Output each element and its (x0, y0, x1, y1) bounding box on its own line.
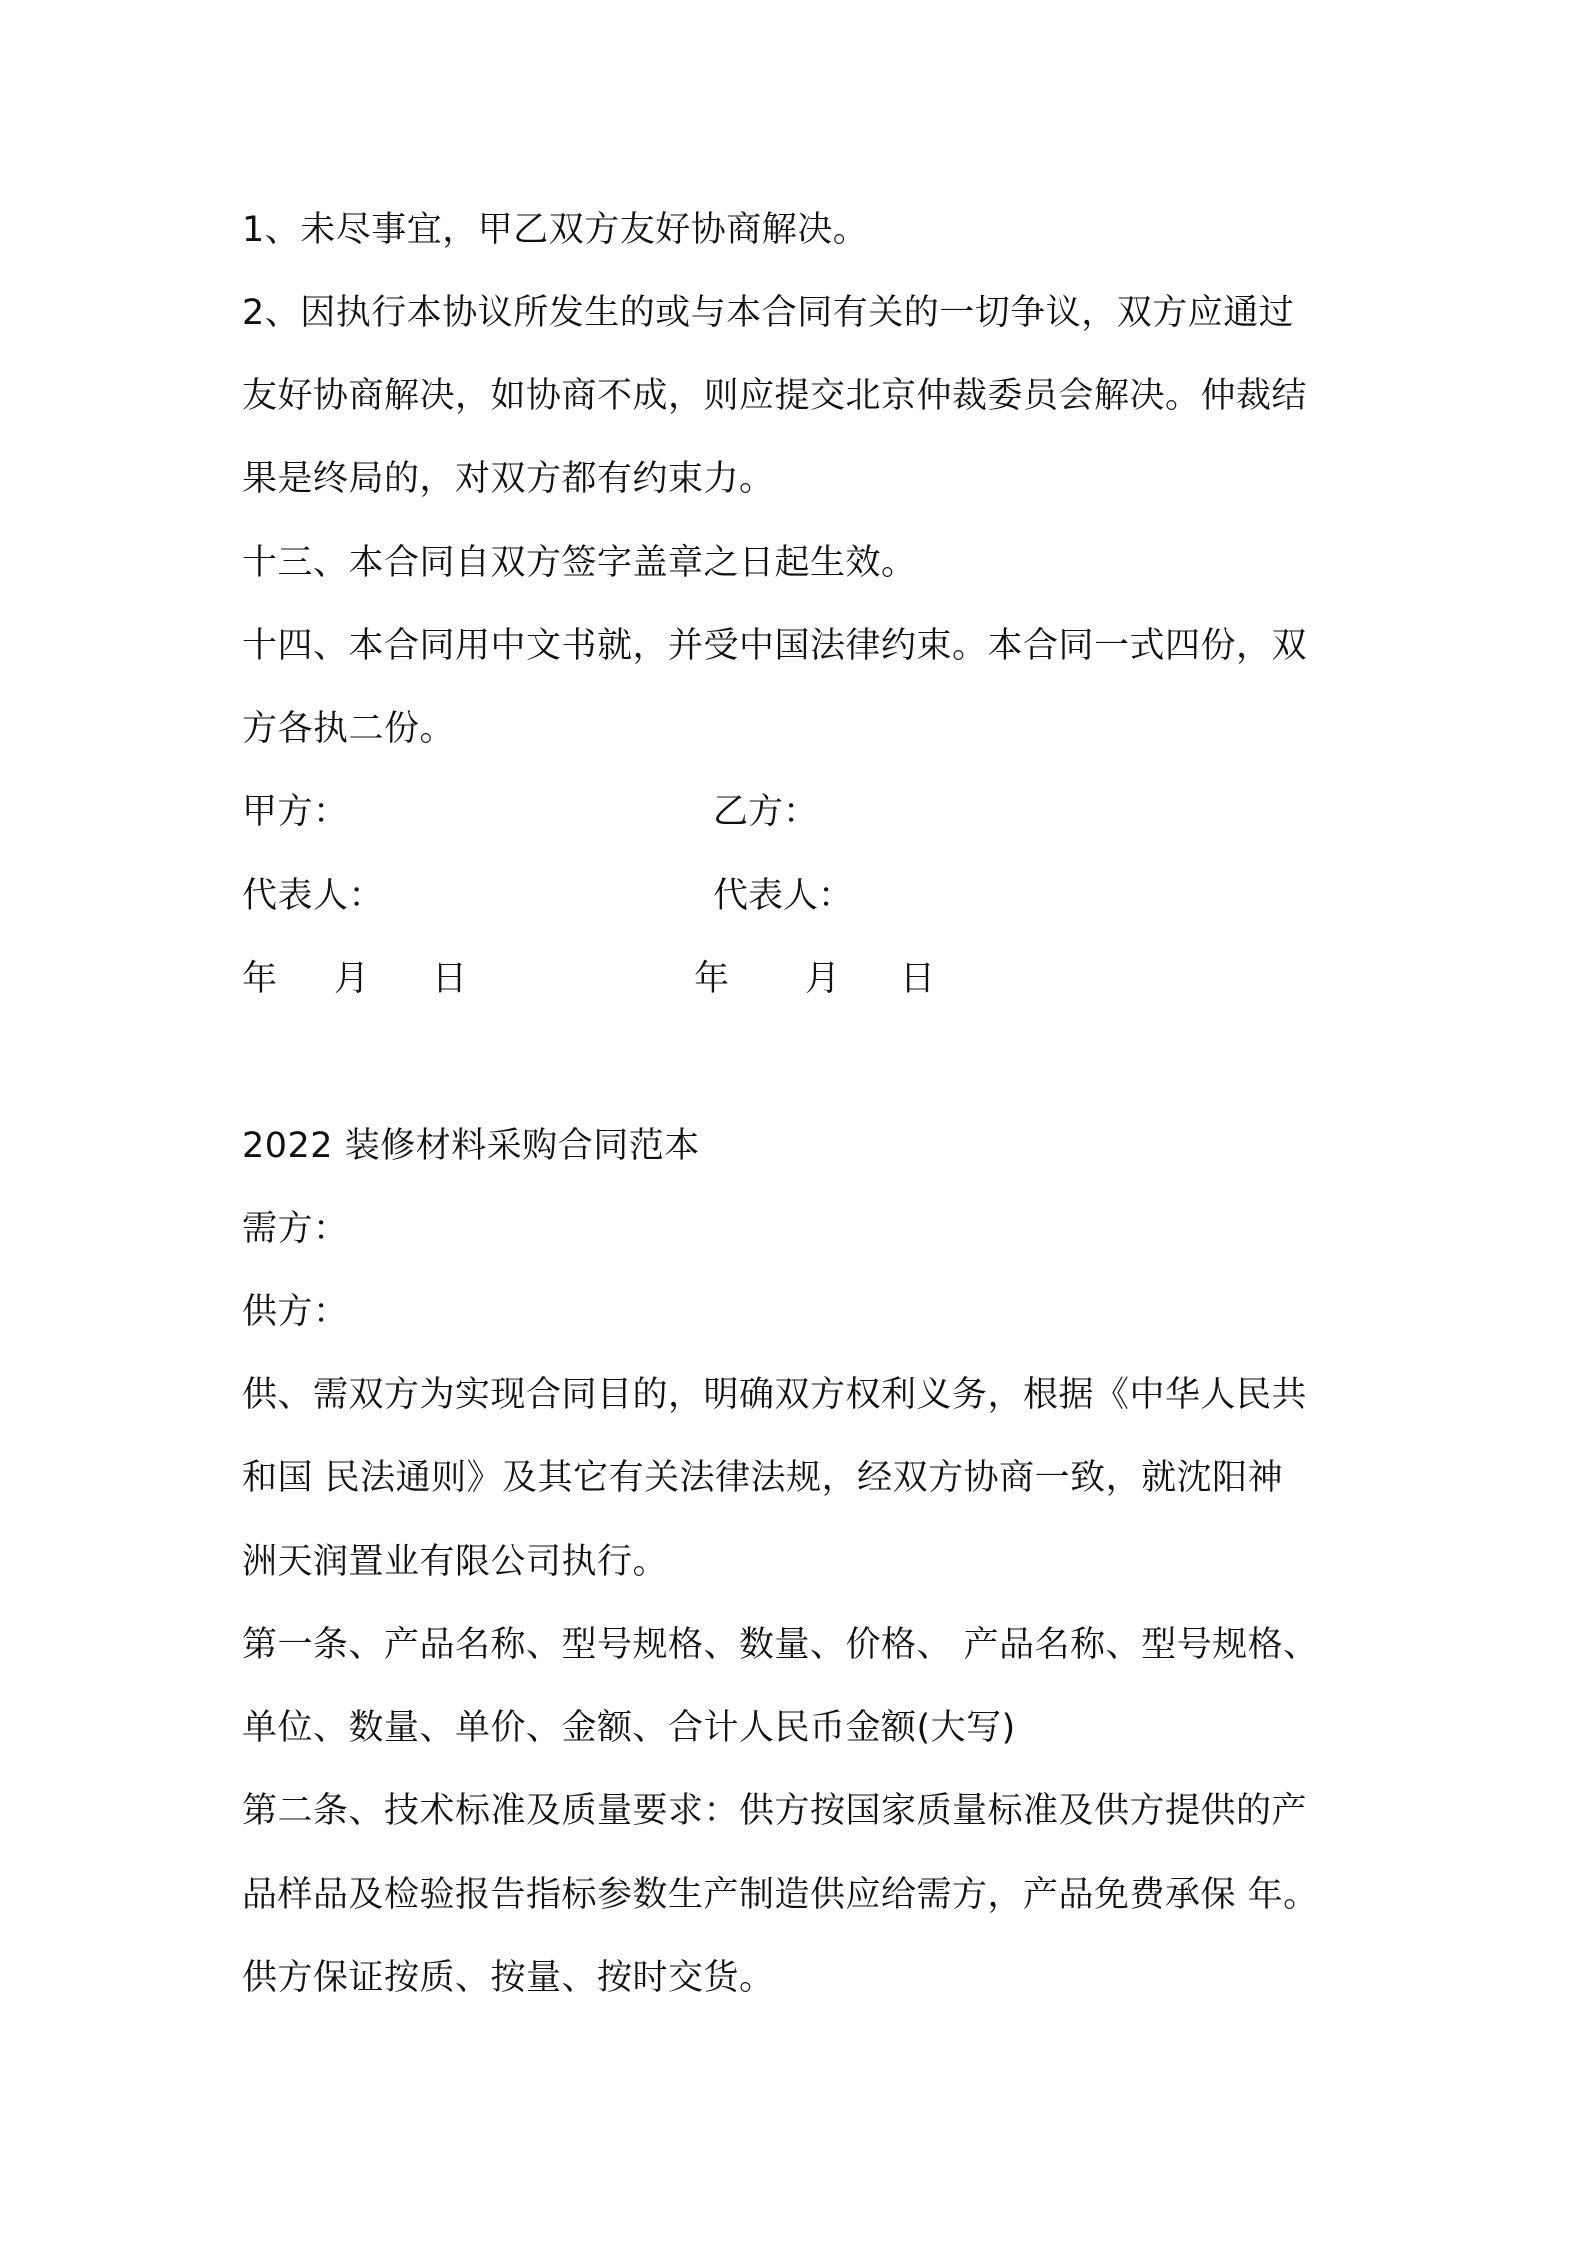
article-1-line-2: 单位、数量、单价、金额、合计人民币金额(大写) (242, 1708, 1016, 1748)
date-b-day: 日 (900, 959, 936, 999)
party-b-label: 乙方： (713, 792, 819, 832)
article-2-line-2: 品样品及检验报告指标参数生产制造供应给需方，产品免费承保 年。 (242, 1875, 1319, 1915)
buyer-label: 需方： (242, 1209, 349, 1249)
clause-2-line-3: 果是终局的，对双方都有约束力。 (242, 459, 775, 499)
date-b-month: 月 (805, 959, 841, 999)
supplier-label: 供方： (242, 1292, 349, 1332)
intro-line-1: 供、需双方为实现合同目的，明确双方权利义务，根据《中华人民共 (242, 1375, 1308, 1415)
date-b-year: 年 (694, 959, 730, 999)
rep-b-label: 代表人： (713, 876, 854, 916)
clause-1: 1、未尽事宜，甲乙双方友好协商解决。 (242, 210, 869, 250)
contract-title: 2022 装修材料采购合同范本 (242, 1126, 700, 1166)
party-a-label: 甲方： (242, 792, 349, 832)
article-2-line-1: 第二条、技术标准及质量要求：供方按国家质量标准及供方提供的产 (242, 1791, 1308, 1831)
article-2-line-3: 供方保证按质、按量、按时交货。 (242, 1958, 775, 1998)
date-a-month: 月 (334, 959, 370, 999)
intro-line-2: 和国 民法通则》及其它有关法律法规，经双方协商一致，就沈阳神 (242, 1458, 1284, 1498)
date-a-year: 年 (242, 959, 278, 999)
article-1-line-1: 第一条、产品名称、型号规格、数量、价格、 产品名称、型号规格、 (242, 1625, 1319, 1665)
clause-2-line-1: 2、因执行本协议所发生的或与本合同有关的一切争议，双方应通过 (242, 293, 1295, 333)
date-a-day: 日 (432, 959, 468, 999)
article-13: 十三、本合同自双方签字盖章之日起生效。 (242, 543, 917, 583)
clause-2-line-2: 友好协商解决，如协商不成，则应提交北京仲裁委员会解决。仲裁结 (242, 376, 1308, 416)
intro-line-3: 洲天润置业有限公司执行。 (242, 1542, 669, 1582)
article-14-line-2: 方各执二份。 (242, 709, 456, 749)
rep-a-label: 代表人： (242, 876, 385, 916)
article-14-line-1: 十四、本合同用中文书就，并受中国法律约束。本合同一式四份，双 (242, 626, 1308, 666)
